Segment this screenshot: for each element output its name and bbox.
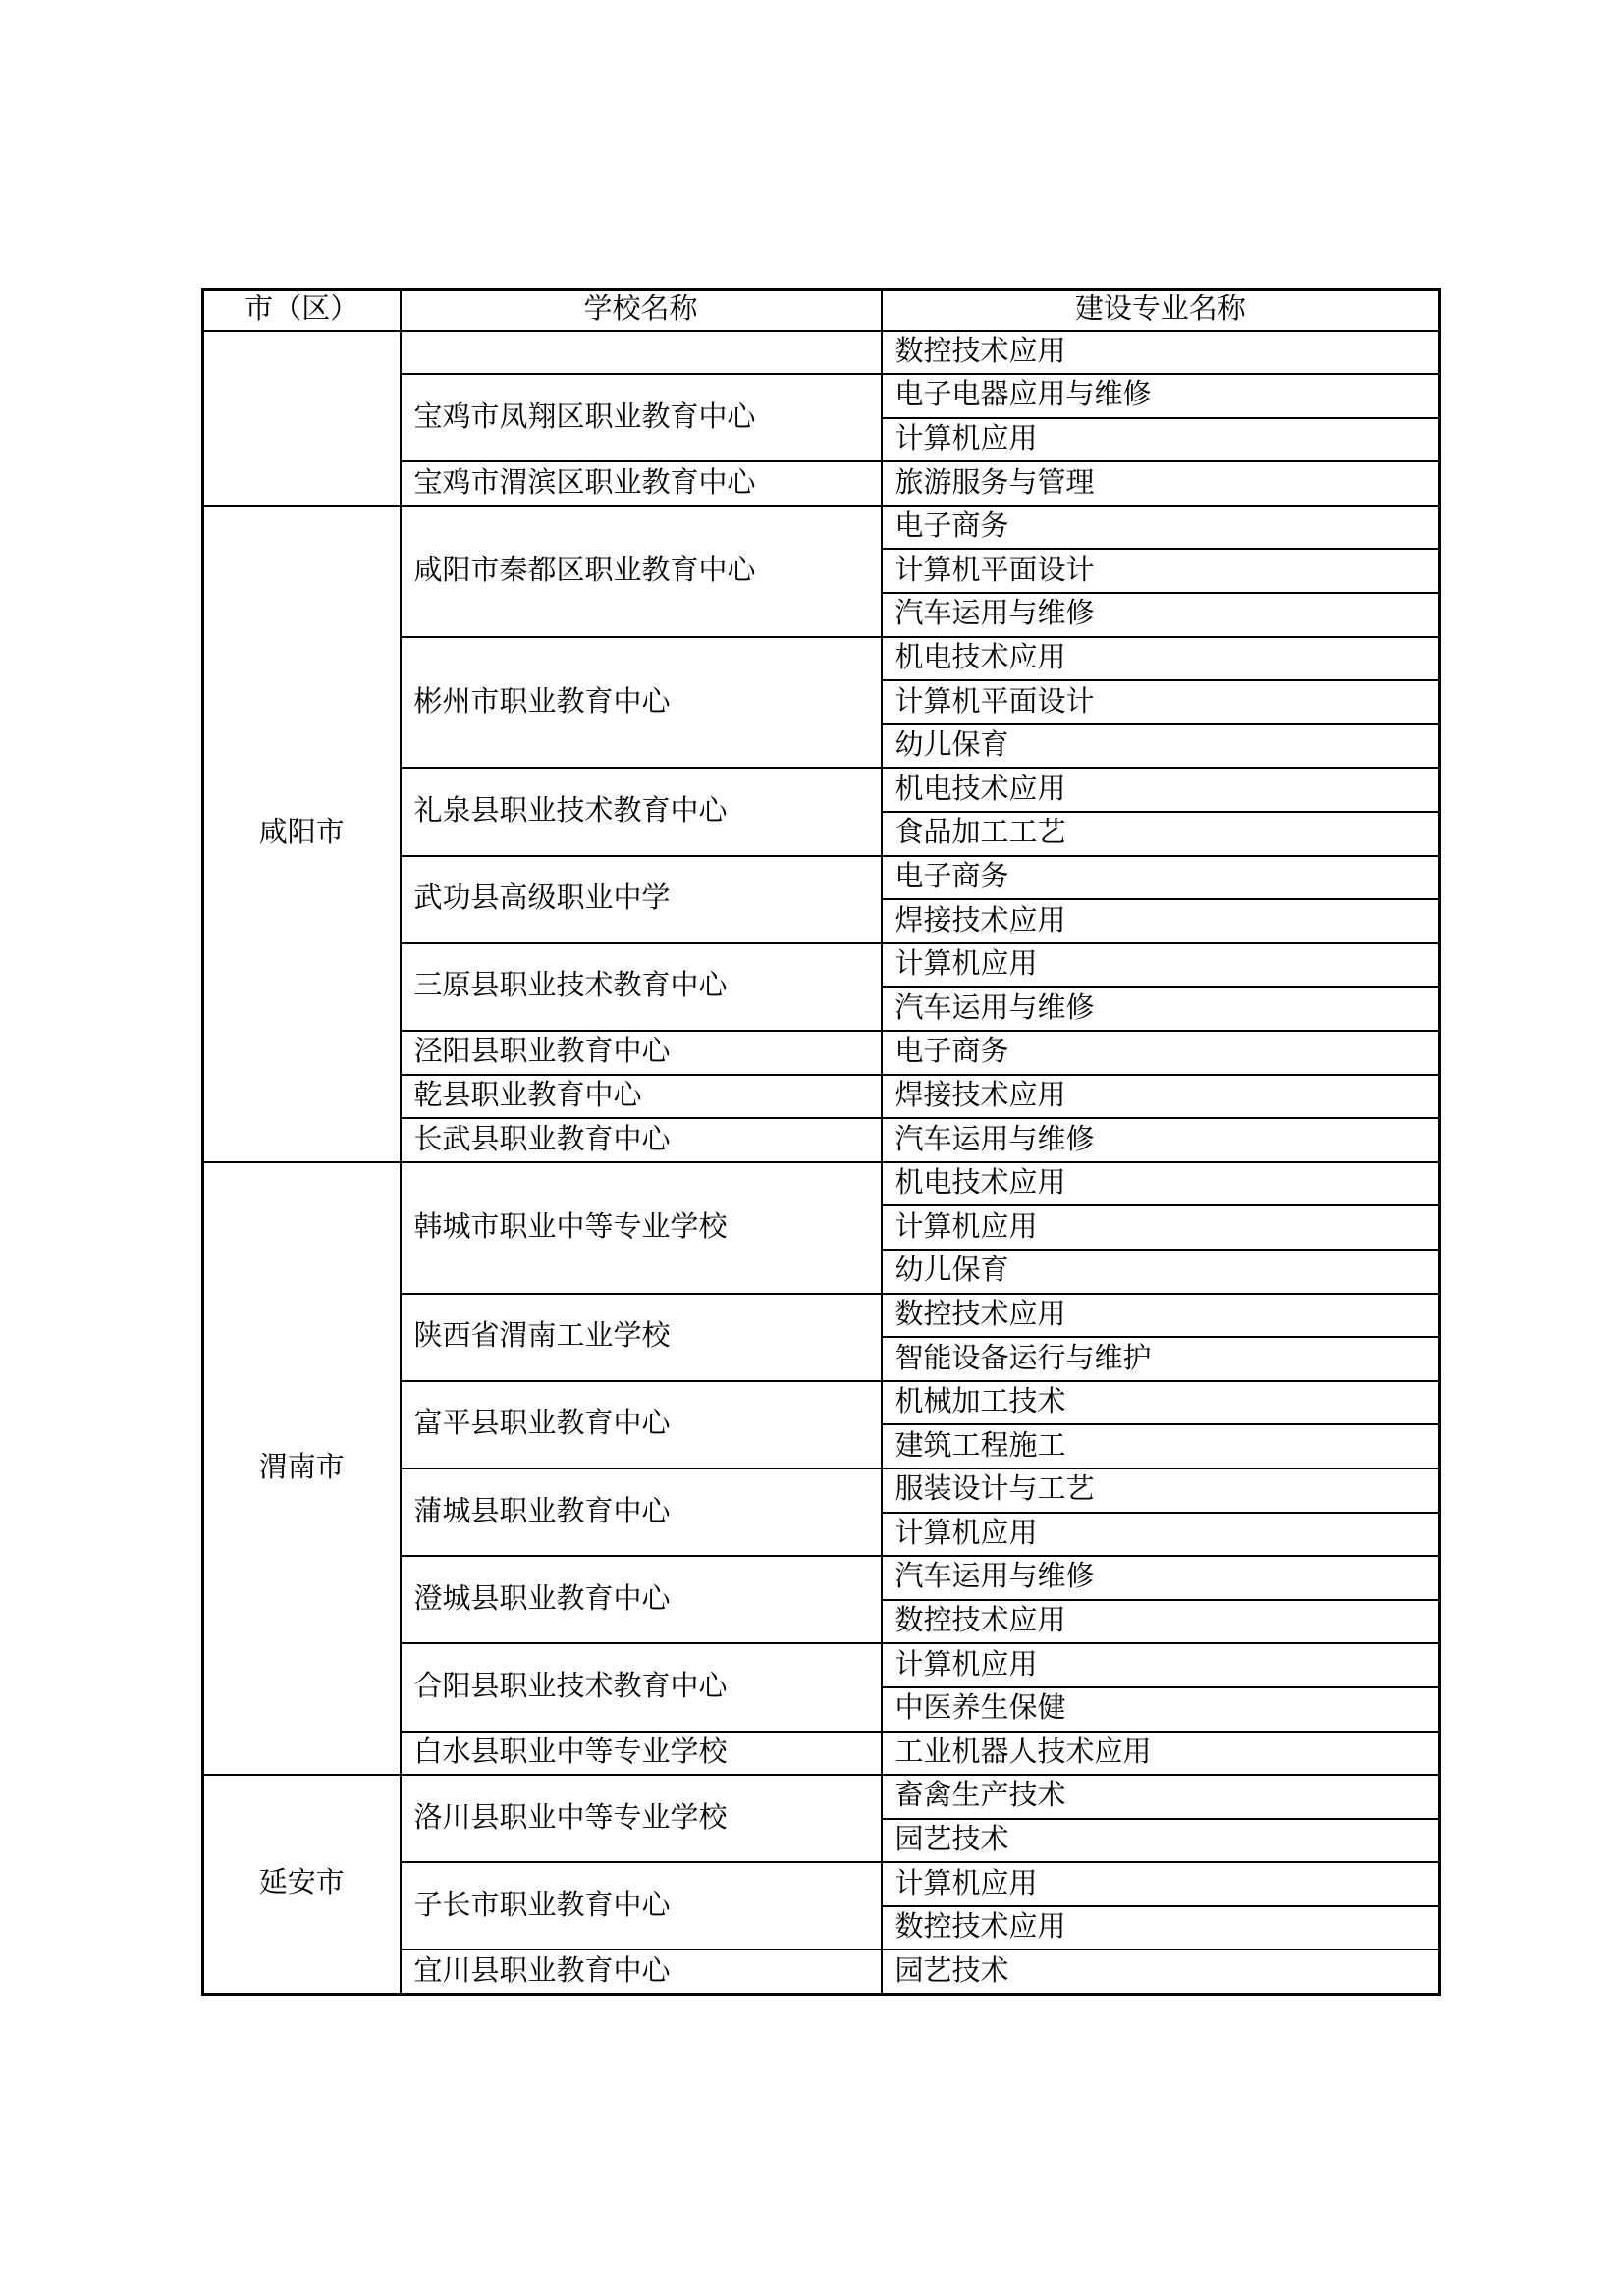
major-cell: 计算机应用 — [882, 1643, 1440, 1687]
major-cell: 电子商务 — [882, 1031, 1440, 1075]
table-row — [203, 506, 1440, 550]
school-cell: 富平县职业教育中心 — [401, 1381, 882, 1468]
school-cell: 乾县职业教育中心 — [401, 1075, 882, 1119]
major-cell: 中医养生保健 — [882, 1687, 1440, 1732]
school-cell: 白水县职业中等专业学校 — [401, 1732, 882, 1776]
major-cell: 旅游服务与管理 — [882, 461, 1440, 506]
school-cell: 宜川县职业教育中心 — [401, 1949, 882, 1994]
major-cell: 机电技术应用 — [882, 1162, 1440, 1206]
city-cell: 渭南市 — [203, 1162, 401, 1775]
school-cell: 宝鸡市渭滨区职业教育中心 — [401, 461, 882, 506]
school-cell: 泾阳县职业教育中心 — [401, 1031, 882, 1075]
school-cell: 韩城市职业中等专业学校 — [401, 1162, 882, 1294]
major-cell: 焊接技术应用 — [882, 1075, 1440, 1119]
school-cell — [401, 331, 882, 375]
school-cell: 蒲城县职业教育中心 — [401, 1468, 882, 1556]
major-cell: 汽车运用与维修 — [882, 987, 1440, 1031]
school-cell: 长武县职业教育中心 — [401, 1118, 882, 1162]
major-cell: 汽车运用与维修 — [882, 593, 1440, 637]
major-cell: 数控技术应用 — [882, 331, 1440, 375]
major-cell: 计算机平面设计 — [882, 549, 1440, 593]
major-cell: 幼儿保育 — [882, 724, 1440, 769]
major-cell: 机电技术应用 — [882, 637, 1440, 681]
city-cell: 咸阳市 — [203, 506, 401, 1162]
major-cell: 园艺技术 — [882, 1949, 1440, 1994]
table-row — [203, 1775, 1440, 1819]
school-cell: 陕西省渭南工业学校 — [401, 1294, 882, 1381]
school-cell: 洛川县职业中等专业学校 — [401, 1775, 882, 1862]
school-cell: 礼泉县职业技术教育中心 — [401, 768, 882, 855]
header-major: 建设专业名称 — [882, 290, 1440, 331]
major-cell: 服装设计与工艺 — [882, 1468, 1440, 1513]
major-cell: 数控技术应用 — [882, 1600, 1440, 1644]
major-cell: 建筑工程施工 — [882, 1424, 1440, 1468]
school-cell: 宝鸡市凤翔区职业教育中心 — [401, 374, 882, 461]
major-cell: 数控技术应用 — [882, 1906, 1440, 1950]
major-cell: 汽车运用与维修 — [882, 1556, 1440, 1600]
school-cell: 三原县职业技术教育中心 — [401, 943, 882, 1031]
school-cell: 彬州市职业教育中心 — [401, 637, 882, 769]
school-cell: 子长市职业教育中心 — [401, 1862, 882, 1949]
major-cell: 计算机应用 — [882, 1513, 1440, 1557]
table-header-row — [203, 290, 1440, 331]
major-cell: 机械加工技术 — [882, 1381, 1440, 1425]
major-cell: 畜禽生产技术 — [882, 1775, 1440, 1819]
major-cell: 幼儿保育 — [882, 1250, 1440, 1294]
school-cell: 澄城县职业教育中心 — [401, 1556, 882, 1643]
school-cell: 合阳县职业技术教育中心 — [401, 1643, 882, 1731]
major-cell: 汽车运用与维修 — [882, 1118, 1440, 1162]
major-cell: 计算机应用 — [882, 418, 1440, 462]
table-row — [203, 1162, 1440, 1206]
city-cell: 延安市 — [203, 1775, 401, 1994]
major-cell: 园艺技术 — [882, 1819, 1440, 1863]
city-cell — [203, 331, 401, 506]
header-school: 学校名称 — [401, 290, 882, 331]
table-row — [203, 331, 1440, 375]
major-cell: 计算机应用 — [882, 943, 1440, 988]
major-cell: 数控技术应用 — [882, 1294, 1440, 1338]
major-cell: 焊接技术应用 — [882, 899, 1440, 943]
major-cell: 计算机应用 — [882, 1205, 1440, 1250]
major-cell: 电子商务 — [882, 506, 1440, 550]
major-cell: 工业机器人技术应用 — [882, 1732, 1440, 1776]
major-cell: 电子商务 — [882, 856, 1440, 900]
major-cell: 计算机应用 — [882, 1862, 1440, 1906]
major-cell: 食品加工工艺 — [882, 812, 1440, 856]
school-cell: 咸阳市秦都区职业教育中心 — [401, 506, 882, 637]
major-cell: 计算机平面设计 — [882, 680, 1440, 724]
major-cell: 智能设备运行与维护 — [882, 1337, 1440, 1381]
major-cell: 电子电器应用与维修 — [882, 374, 1440, 418]
majors-table — [201, 288, 1441, 1996]
major-cell: 机电技术应用 — [882, 768, 1440, 812]
school-cell: 武功县高级职业中学 — [401, 856, 882, 943]
header-city: 市（区） — [203, 290, 401, 331]
